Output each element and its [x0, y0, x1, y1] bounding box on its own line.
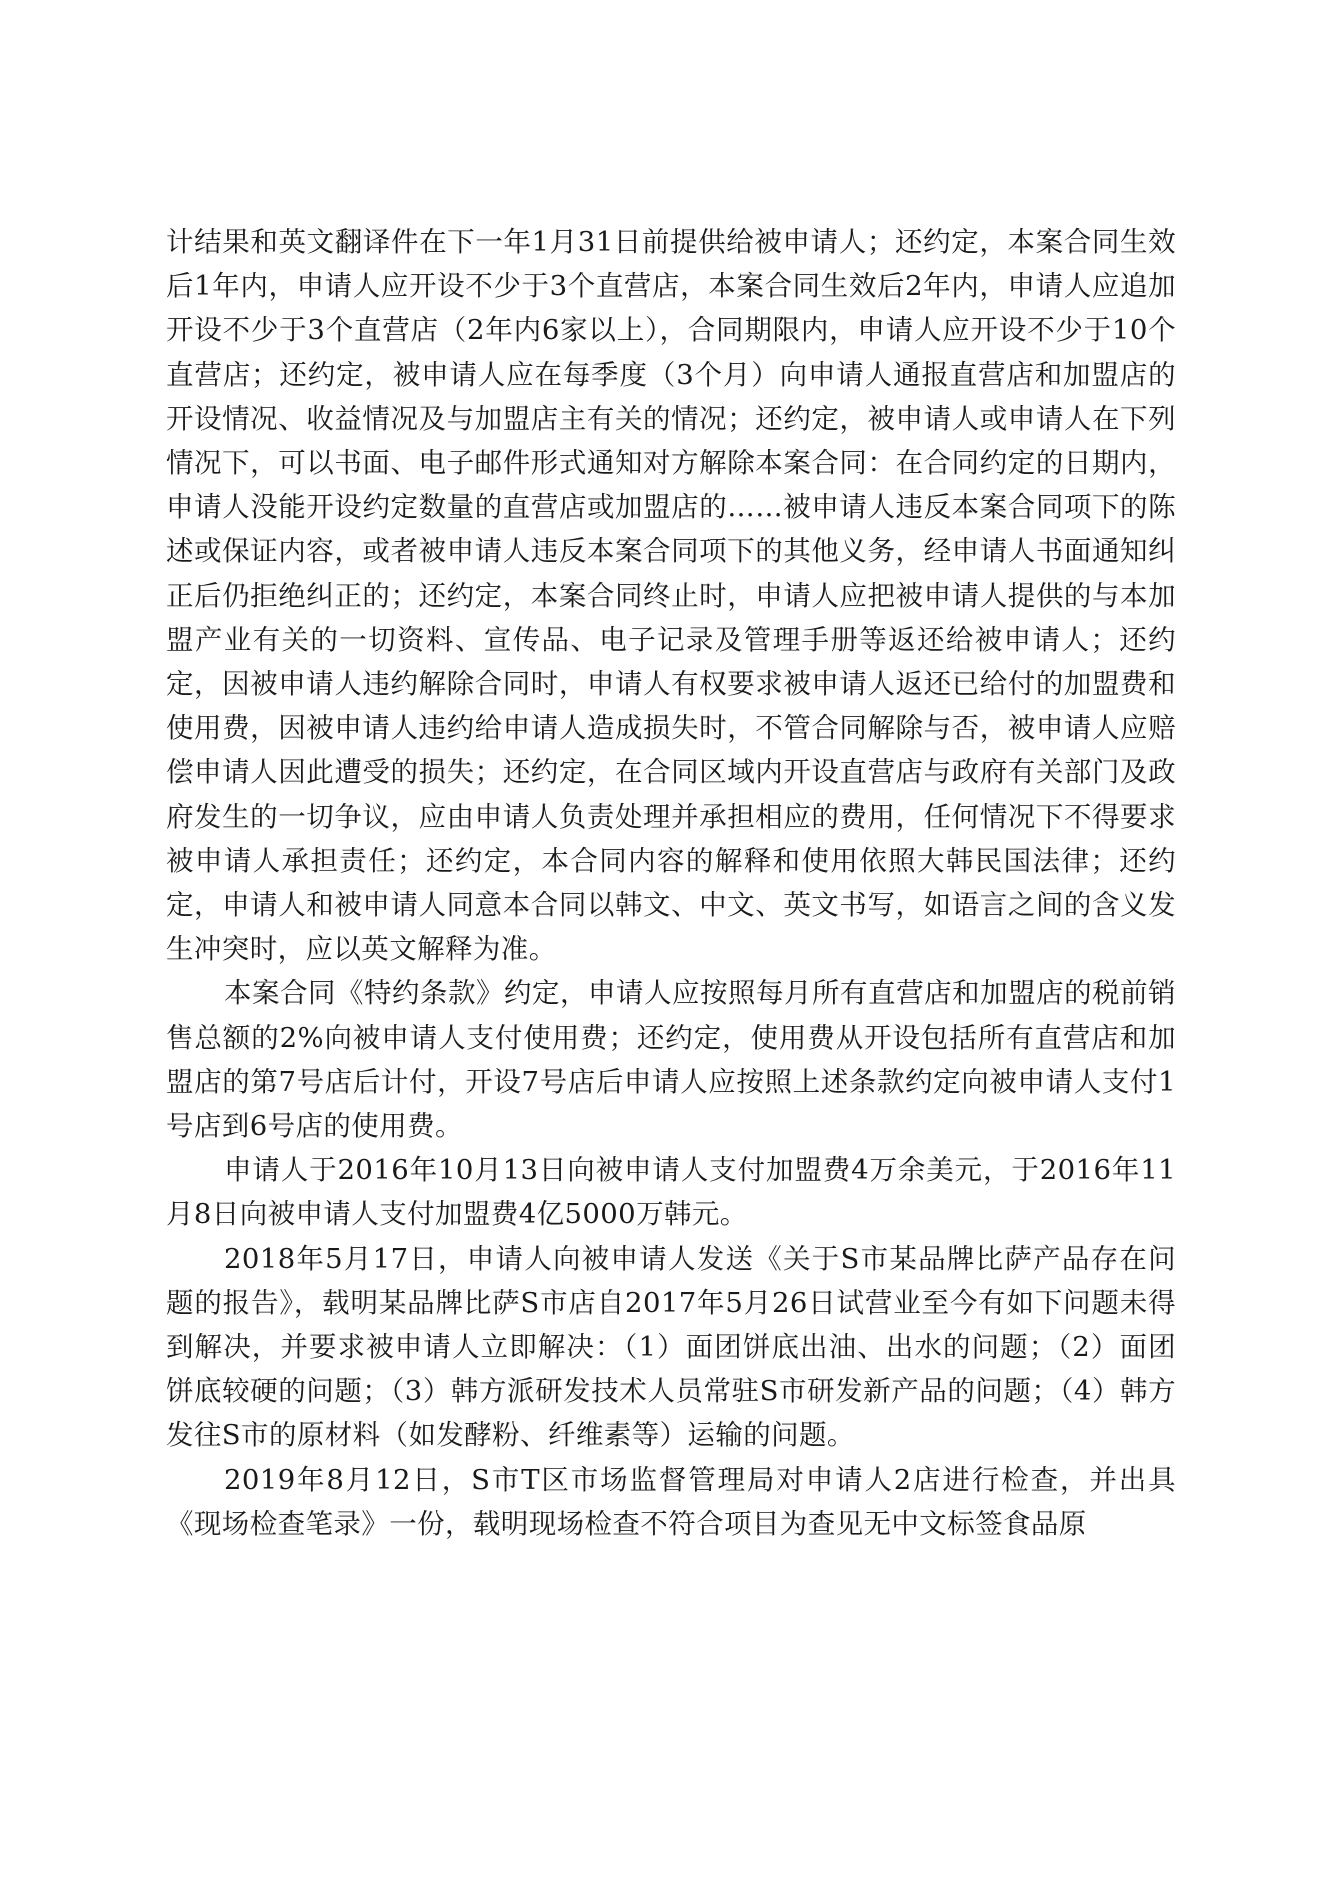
paragraph-4: 2018年5月17日，申请人向被申请人发送《关于S市某品牌比萨产品存在问题的报告》，载明某品牌比萨S市店自2017年5月26日试营业至今有如下问题未得到解决，并要求被申请人立即解决：（1）面团饼底出油、出水的问题；（2）面团饼底较硬的问题；（3）韩方派研发技术人员常驻S市研发新产品的问题；（4）韩方发往S市的原材料（如发酵粉、纤维素等）运输的问题。: [166, 1242, 1176, 1452]
paragraph-5: 2019年8月12日，S市T区市场监督管理局对申请人2店进行检查，并出具《现场检查笔录》一份，载明现场检查不符合项目为查见无中文标签食品原: [166, 1463, 1176, 1540]
paragraph-1: 计结果和英文翻译件在下一年1月31日前提供给被申请人；还约定，本案合同生效后1年内，申请人应开设不少于3个直营店，本案合同生效后2年内，申请人应追加开设不少于3个直营店（2年内6家以上），合同期限内，申请人应开设不少于10个直营店；还约定，被申请人应在每季度（3个月）向申请人通报直营店和加盟店的开设情况、收益情况及与加盟店主有关的情况；还约定，被申请人或申请人在下列情况下，可以书面、电子邮件形式通知对方解除本案合同：在合同约定的日期内，申请人没能开设约定数量的直营店或加盟店的……被申请人违反本案合同项下的陈述或保证内容，或者被申请人违反本案合同项下的其他义务，经申请人书面通知纠正后仍拒绝纠正的；还约定，本案合同终止时，申请人应把被申请人提供的与本加盟产业有关的一切资料、宣传品、电子记录及管理手册等返还给被申请人；还约定，因被申请人违约解除合同时，申请人有权要求被申请人返还已给付的加盟费和使用费，因被申请人违约给申请人造成损失时，不管合同解除与否，被申请人应赔偿申请人因此遭受的损失；还约定，在合同区域内开设直营店与政府有关部门及政府发生的一切争议，应由申请人负责处理并承担相应的费用，任何情况下不得要求被申请人承担责任；还约定，本合同内容的解释和使用依照大韩民国法律；还约定，申请人和被申请人同意本合同以韩文、中文、英文书写，如语言之间的含义发生冲突时，应以英文解释为准。: [166, 226, 1176, 966]
document-body: [166, 220, 1176, 1546]
paragraph-2: 本案合同《特约条款》约定，申请人应按照每月所有直营店和加盟店的税前销售总额的2%向被申请人支付使用费；还约定，使用费从开设包括所有直营店和加盟店的第7号店后计付，开设7号店后申请人应按照上述条款约定向被申请人支付1号店到6号店的使用费。: [166, 977, 1176, 1143]
paragraph-3: 申请人于2016年10月13日向被申请人支付加盟费4万余美元，于2016年11月8日向被申请人支付加盟费4亿5000万韩元。: [166, 1154, 1176, 1231]
